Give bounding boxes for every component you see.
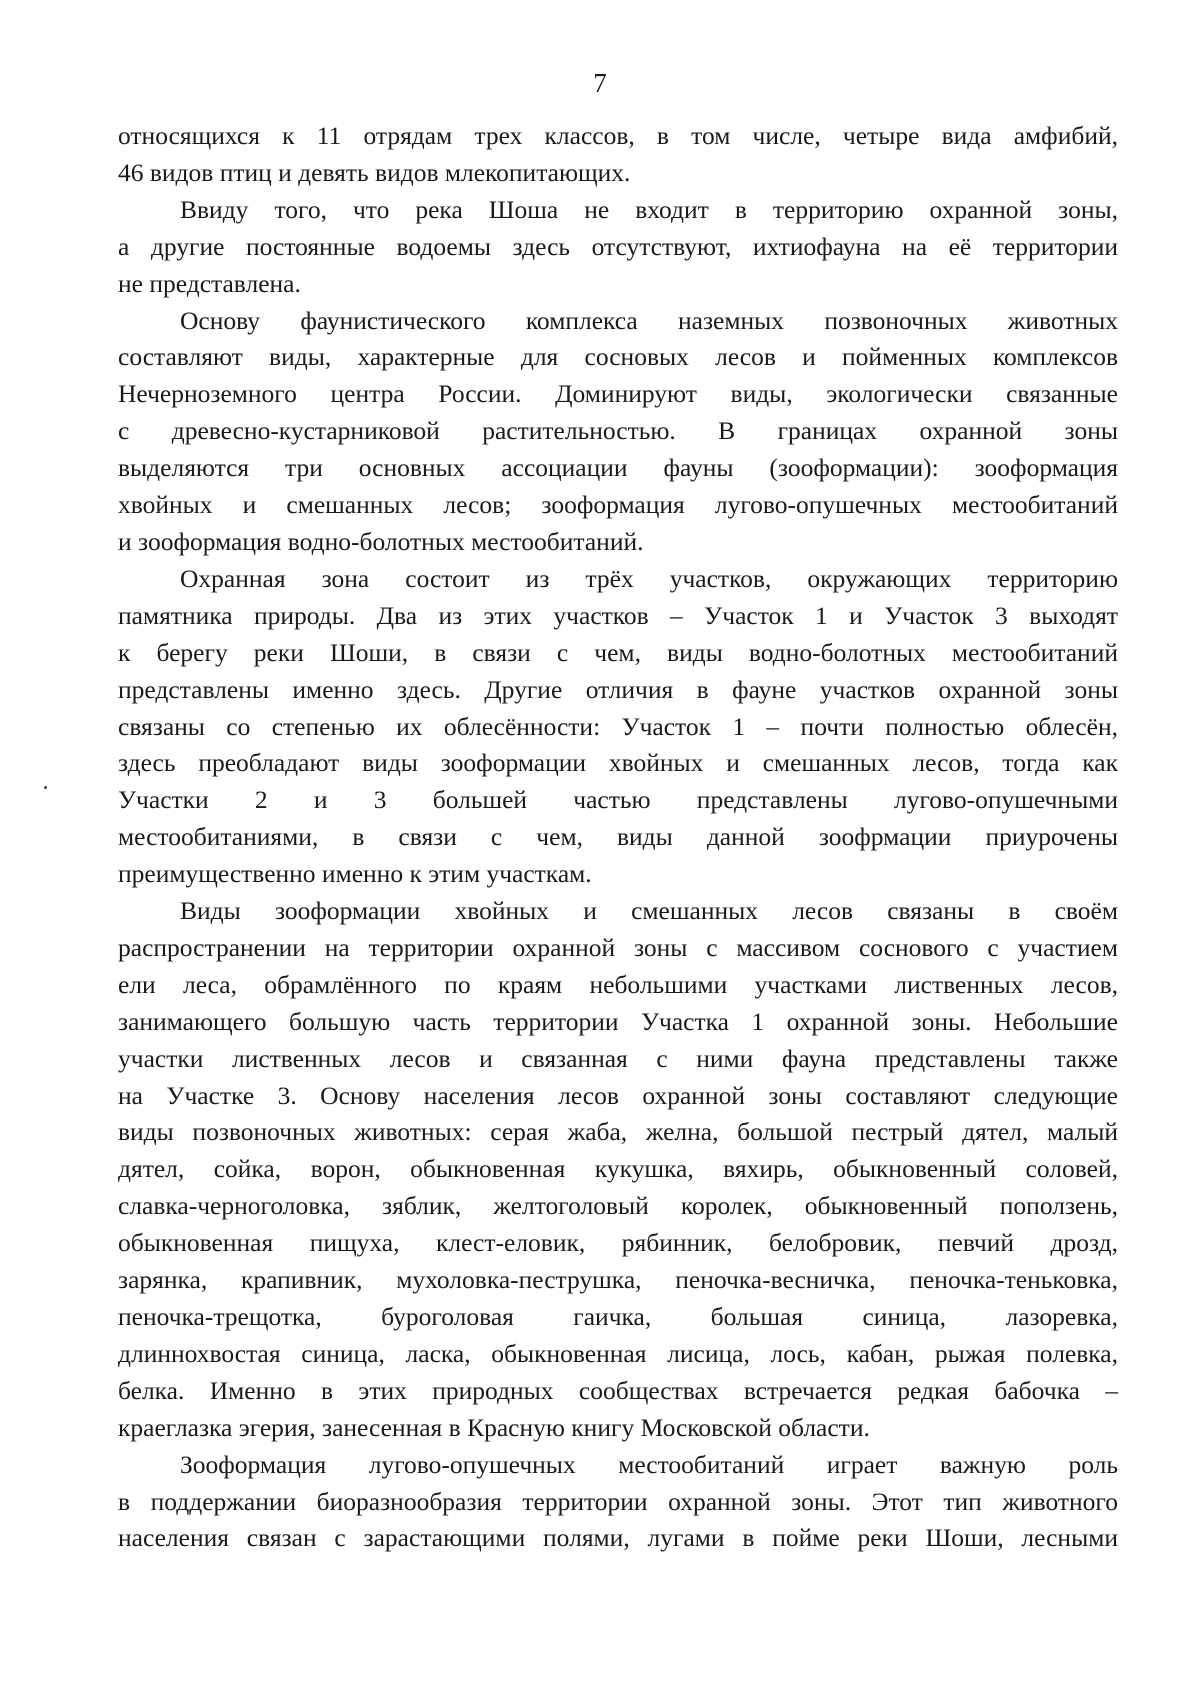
text-line: относящихся к 11 отрядам трех классов, в том числе, четыре вида амфибий, [118, 121, 1118, 150]
paragraph [118, 561, 1118, 893]
text-line: зарянка, крапивник, мухоловка-пеструшка, пеночка-весничка, пеночка-теньковка, [118, 1265, 1118, 1295]
text-line: и зооформация водно-болотных местообитаний. [118, 526, 644, 556]
text-line: Основу фаунистического комплекса наземных позвоночных животных [180, 305, 1118, 335]
page-number: 7 [593, 68, 607, 98]
text-line: с древесно-кустарниковой растительностью. В границах охранной зоны [118, 416, 1118, 446]
paragraph [118, 118, 1118, 192]
text-line: участки лиственных лесов и связанная с ними фауна представлены также [118, 1043, 1118, 1073]
text-line: краеглазка эгерия, занесенная в Красную книгу Московской области. [118, 1412, 870, 1442]
text-line: населения связан с зарастающими полями, лугами в пойме реки Шоши, лесными [118, 1523, 1118, 1553]
text-line: 46 видов птиц и девять видов млекопитающих. [118, 157, 631, 187]
paragraph [118, 1447, 1118, 1558]
text-line: на Участке 3. Основу населения лесов охранной зоны составляют следующие [118, 1080, 1118, 1110]
paragraph [118, 192, 1118, 303]
text-line: местообитаниями, в связи с чем, виды данной зоофрмации приурочены [118, 822, 1118, 852]
text-line: длиннохвостая синица, ласка, обыкновенная лисица, лось, кабан, рыжая полевка, [118, 1338, 1118, 1368]
text-line: занимающего большую часть территории Участка 1 охранной зоны. Небольшие [118, 1006, 1118, 1036]
text-line: обыкновенная пищуха, клест-еловик, рябинник, белобровик, певчий дрозд, [118, 1228, 1118, 1258]
text-line: представлены именно здесь. Другие отличия в фауне участков охранной зоны [118, 674, 1118, 704]
scan-speck [44, 786, 47, 789]
text-line: составляют виды, характерные для сосновых лесов и пойменных комплексов [118, 342, 1118, 372]
text-line: белка. Именно в этих природных сообществах встречается редкая бабочка – [118, 1375, 1118, 1405]
text-line: здесь преобладают виды зооформации хвойных и смешанных лесов, тогда как [118, 748, 1118, 778]
paragraph [118, 303, 1118, 561]
text-line: распространении на территории охранной зоны с массивом соснового с участием [118, 932, 1118, 962]
text-line: преимущественно именно к этим участкам. [118, 859, 592, 889]
text-line: ели леса, обрамлённого по краям небольшими участками лиственных лесов, [118, 969, 1118, 999]
text-line: Зооформация лугово-опушечных местообитаний играет важную роль [180, 1449, 1118, 1479]
body-text [118, 118, 1118, 1557]
text-line: Виды зооформации хвойных и смешанных лесов связаны в своём [180, 896, 1118, 926]
text-line: виды позвоночных животных: серая жаба, желна, большой пестрый дятел, малый [118, 1117, 1118, 1147]
text-line: пеночка-трещотка, буроголовая гаичка, большая синица, лазоревка, [118, 1302, 1118, 1331]
text-line: Ввиду того, что река Шоша не входит в территорию охранной зоны, [180, 194, 1118, 224]
text-line: Участки 2 и 3 большей частью представлены лугово-опушечными [118, 785, 1118, 815]
text-line: не представлена. [118, 268, 301, 298]
text-line: а другие постоянные водоемы здесь отсутствуют, ихтиофауна на её территории [118, 231, 1118, 261]
text-line: к берегу реки Шоши, в связи с чем, виды водно-болотных местообитаний [118, 637, 1118, 667]
paragraph [118, 893, 1118, 1447]
text-line: славка-черноголовка, зяблик, желтоголовый королек, обыкновенный поползень, [118, 1191, 1118, 1221]
text-line: Охранная зона состоит из трёх участков, окружающих территорию [180, 563, 1118, 593]
text-line: связаны со степенью их облесённости: Участок 1 – почти полностью облесён, [118, 711, 1118, 741]
text-line: Нечерноземного центра России. Доминируют виды, экологически связанные [118, 379, 1118, 409]
text-line: хвойных и смешанных лесов; зооформация лугово-опушечных местообитаний [118, 490, 1118, 520]
text-line: выделяются три основных ассоциации фауны (зооформации): зооформация [118, 453, 1118, 483]
text-line: дятел, сойка, ворон, обыкновенная кукушка, вяхирь, обыкновенный соловей, [118, 1154, 1118, 1184]
text-line: памятника природы. Два из этих участков – Участок 1 и Участок 3 выходят [118, 600, 1118, 630]
text-line: в поддержании биоразнообразия территории охранной зоны. Этот тип животного [118, 1486, 1118, 1516]
